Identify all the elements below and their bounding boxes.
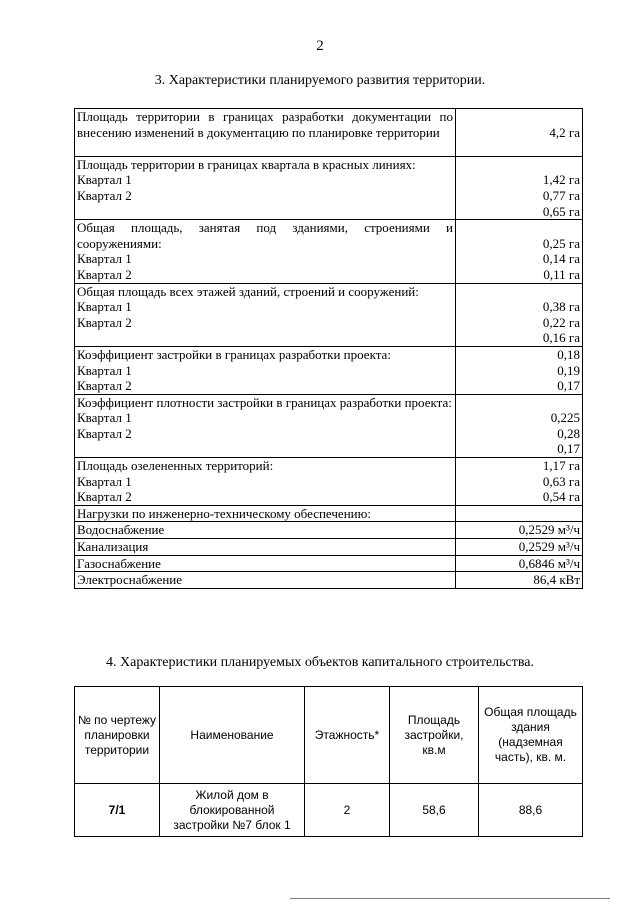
row-sublabel: Квартал 1 [77,362,132,378]
row-sublabel: Квартал 2 [77,378,132,394]
row-label-cell [75,156,456,219]
row-value-cell [456,283,583,346]
row-label: Площадь озелененных территорий: [77,458,274,474]
row-value: 0,225 [550,410,580,426]
capital-objects-table [74,686,583,837]
row-value [458,140,580,156]
row-label: Общая площадь всех этажей зданий, строений и сооружений: [77,283,419,299]
row-value [458,157,580,173]
row-value [458,395,580,411]
table-row [75,539,583,556]
row-sublabel: Квартал 1 [77,299,132,315]
row-value: 86,4 кВт [533,572,580,588]
row-value: 0,22 га [542,314,580,330]
row-sublabel: Квартал 2 [77,314,132,330]
row-value-cell [456,539,583,556]
row-sublabel: Квартал 1 [77,172,132,188]
row-label-cell [75,555,456,572]
table-row [75,555,583,572]
row-value: 0,18 [557,346,580,362]
cell-number: 7/1 [75,784,160,837]
row-value: 0,28 [557,425,580,441]
row-label: Канализация [77,539,149,555]
table-row [75,522,583,539]
header-cell-total-area: Общая площадь здания (надземная часть), кв. м. [479,687,583,784]
cell-floors: 2 [305,784,390,837]
row-value: 0,25 га [542,235,580,251]
row-sublabel: Квартал 2 [77,187,132,203]
page-bottom-rule [290,898,610,899]
row-label-cell [75,539,456,556]
row-value-cell [456,555,583,572]
row-value: 0,65 га [542,203,580,219]
row-value-cell [456,505,583,522]
row-label-cell [75,220,456,283]
table-row [75,394,583,457]
table-row [75,220,583,283]
header-cell-floors: Этажность* [305,687,390,784]
territory-characteristics-table [74,108,583,589]
row-label: Площадь территории в границах разработки документации по внесению изменений в документацию по планировке территории [77,109,453,140]
row-value-cell [456,156,583,219]
row-sublabel: Квартал 1 [77,251,132,267]
row-sublabel: Квартал 1 [77,410,132,426]
row-value: 1,17 га [542,458,580,474]
row-value-cell [456,346,583,394]
row-label: Водоснабжение [77,522,165,538]
page-number: 2 [316,38,324,54]
row-label-cell [75,283,456,346]
row-label: Коэффициент плотности застройки в границах разработки проекта: [77,394,452,410]
row-label-cell [75,505,456,522]
row-label: Коэффициент застройки в границах разработки проекта: [77,346,391,362]
row-label: Общая площадь, занятая под зданиями, строениями и сооружениями: [77,220,453,251]
row-value [458,506,580,522]
table-row [75,784,583,837]
row-label-cell [75,458,456,506]
row-value [458,109,580,125]
table-header-row [75,687,583,784]
row-value: 0,6846 м³/ч [518,555,580,571]
row-value: 0,77 га [542,187,580,203]
row-label: Площадь территории в границах квартала в красных линиях: [77,156,416,172]
row-value [458,284,580,300]
row-value-cell [456,522,583,539]
row-label-cell [75,109,456,157]
row-value: 0,2529 м³/ч [518,539,580,555]
row-sublabel: Квартал 1 [77,473,132,489]
row-label-cell [75,522,456,539]
cell-total-area: 88,6 [479,784,583,837]
row-label: Газоснабжение [77,555,161,571]
row-label-cell [75,394,456,457]
header-cell-footprint-area: Площадь застройки, кв.м [390,687,479,784]
row-label-cell [75,572,456,589]
row-value: 0,2529 м³/ч [518,522,580,538]
table-row [75,283,583,346]
table-row [75,109,583,157]
row-value: 0,54 га [542,489,580,505]
row-value: 0,17 [557,441,580,457]
row-value: 1,42 га [542,172,580,188]
row-value: 0,17 [557,378,580,394]
row-value-cell [456,458,583,506]
row-value: 0,11 га [543,266,580,282]
row-value-cell [456,109,583,157]
table-row [75,572,583,589]
section-3-title: 3. Характеристики планируемого развития территории. [154,73,486,88]
row-value: 0,38 га [542,299,580,315]
cell-name: Жилой дом в блокированной застройки №7 блок 1 [160,784,305,837]
row-label: Нагрузки по инженерно-техническому обеспечению: [77,505,371,521]
table-row [75,156,583,219]
row-value: 0,16 га [542,330,580,346]
cell-footprint-area: 58,6 [390,784,479,837]
row-value [458,220,580,236]
table-row [75,505,583,522]
table-row [75,458,583,506]
section-4-title: 4. Характеристики планируемых объектов капитального строительства. [106,655,534,670]
row-label: Электроснабжение [77,572,183,588]
row-sublabel: Квартал 2 [77,489,132,505]
header-cell-number: № по чертежу планировки территории [75,687,160,784]
row-sublabel: Квартал 2 [77,266,132,282]
row-value: 0,63 га [542,473,580,489]
row-label-cell [75,346,456,394]
table-row [75,346,583,394]
row-sublabel: Квартал 2 [77,425,132,441]
row-value-cell [456,394,583,457]
row-value-cell [456,220,583,283]
row-value: 4,2 га [549,124,580,140]
row-value: 0,14 га [542,251,580,267]
row-value: 0,19 [557,362,580,378]
row-value-cell [456,572,583,589]
header-cell-name: Наименование [160,687,305,784]
